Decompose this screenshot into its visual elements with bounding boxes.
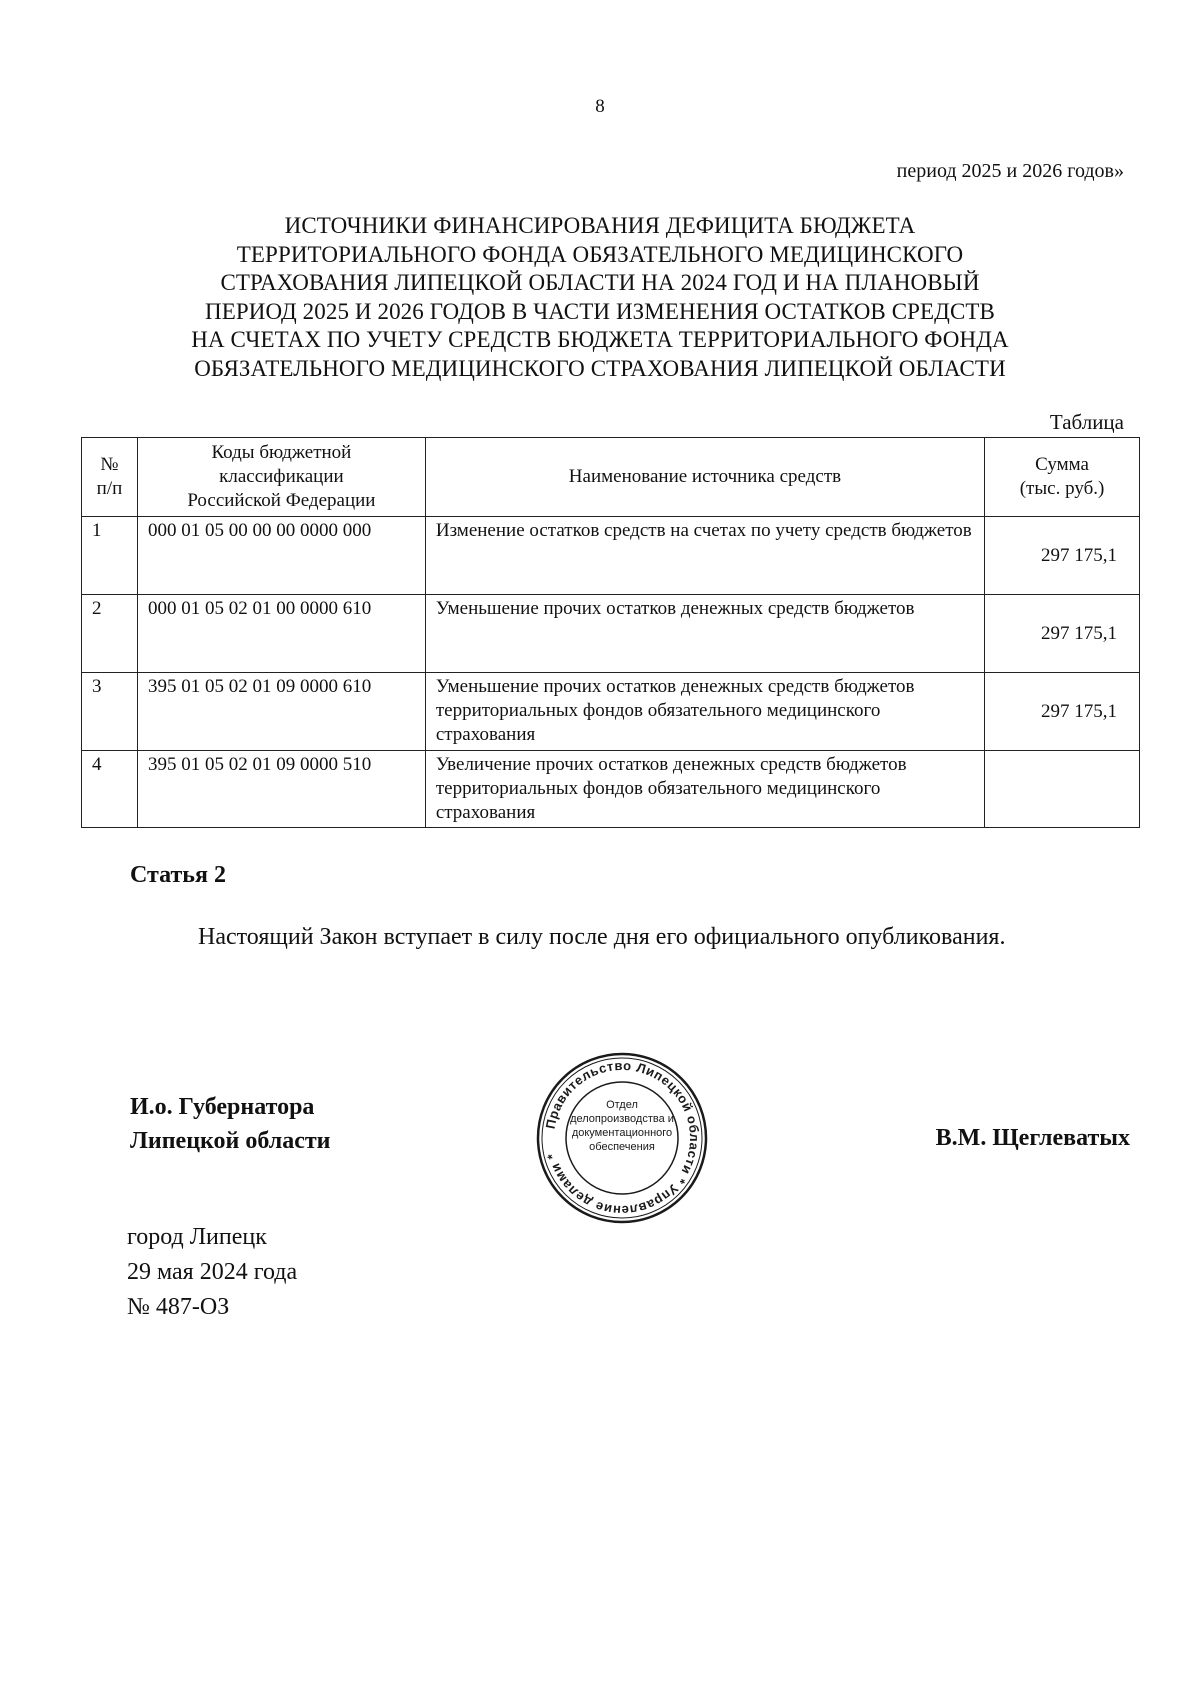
header-sum — [985, 438, 1140, 517]
header-code-line: Российской Федерации — [187, 490, 376, 511]
header-code — [137, 438, 425, 517]
table-row — [82, 517, 1140, 595]
header-num-line: п/п — [96, 478, 123, 499]
header-sum-line: (тыс. руб.) — [1019, 478, 1105, 499]
law-number-line: № 487-ОЗ — [127, 1294, 230, 1320]
row-sum: 297 175,1 — [985, 517, 1140, 595]
signatory-position — [130, 1090, 331, 1158]
article-body: Настоящий Закон вступает в силу после дня его официального опубликования. — [198, 924, 1006, 950]
row-code: 000 01 05 02 01 00 0000 610 — [137, 595, 425, 673]
row-sum — [985, 751, 1140, 828]
signer-name: В.М. Щеглеватых — [935, 1125, 1130, 1151]
seal-center-line: документационного — [571, 1127, 673, 1139]
row-name: Увеличение прочих остатков денежных средств бюджетов территориальных фондов обязательного медицинского страхования — [425, 751, 984, 828]
title-line: ТЕРРИТОРИАЛЬНОГО ФОНДА ОБЯЗАТЕЛЬНОГО МЕДИЦИНСКОГО — [236, 241, 964, 267]
table-row — [82, 595, 1140, 673]
title-line: ОБЯЗАТЕЛЬНОГО МЕДИЦИНСКОГО СТРАХОВАНИЯ ЛИПЕЦКОЙ ОБЛАСТИ — [194, 355, 1006, 381]
document-title — [120, 212, 1080, 383]
table-header-row — [82, 438, 1140, 517]
row-num: 3 — [82, 673, 138, 751]
row-num: 2 — [82, 595, 138, 673]
header-code-line: Коды бюджетной — [211, 442, 352, 463]
seal-center-text — [562, 1098, 682, 1154]
header-code-line: классификации — [219, 466, 344, 487]
signatory-position-line: И.о. Губернатора — [130, 1094, 315, 1120]
title-line: НА СЧЕТАХ ПО УЧЕТУ СРЕДСТВ БЮДЖЕТА ТЕРРИТОРИАЛЬНОГО ФОНДА — [191, 327, 1009, 352]
header-num — [82, 438, 138, 517]
row-num: 1 — [82, 517, 138, 595]
header-name: Наименование источника средств — [425, 438, 984, 517]
seal-center-line: Отдел — [606, 1099, 638, 1111]
table-row — [82, 673, 1140, 751]
seal-outer-text: Правительство Липецкой области * Управление делами * — [542, 1057, 703, 1219]
row-code: 395 01 05 02 01 09 0000 510 — [137, 751, 425, 828]
title-line: ИСТОЧНИКИ ФИНАНСИРОВАНИЯ ДЕФИЦИТА БЮДЖЕТА — [284, 213, 916, 238]
signatory-position-line: Липецкой области — [130, 1128, 331, 1154]
table-row — [82, 751, 1140, 828]
date-line: 29 мая 2024 года — [127, 1259, 298, 1285]
title-line: СТРАХОВАНИЯ ЛИПЕЦКОЙ ОБЛАСТИ НА 2024 ГОД И НА ПЛАНОВЫЙ — [220, 270, 980, 295]
row-name: Уменьшение прочих остатков денежных средств бюджетов территориальных фондов обязательного медицинского страхования — [425, 673, 984, 751]
city-line: город Липецк — [127, 1224, 267, 1250]
article-heading: Статья 2 — [130, 862, 226, 888]
row-sum: 297 175,1 — [985, 673, 1140, 751]
financing-sources-table — [81, 437, 1140, 828]
official-seal — [534, 1050, 710, 1226]
table-label: Таблица — [1049, 410, 1124, 434]
place-date-number — [127, 1220, 297, 1325]
row-code: 000 01 05 00 00 00 0000 000 — [137, 517, 425, 595]
header-sum-line: Сумма — [1035, 454, 1089, 475]
seal-center-line: обеспечения — [589, 1141, 655, 1153]
page-number: 8 — [595, 96, 605, 117]
title-line: ПЕРИОД 2025 И 2026 ГОДОВ В ЧАСТИ ИЗМЕНЕНИЯ ОСТАТКОВ СРЕДСТВ — [205, 298, 995, 324]
continuation-text: период 2025 и 2026 годов» — [896, 160, 1124, 182]
row-num: 4 — [82, 751, 138, 828]
row-code: 395 01 05 02 01 09 0000 610 — [137, 673, 425, 751]
row-sum: 297 175,1 — [985, 595, 1140, 673]
row-name: Изменение остатков средств на счетах по учету средств бюджетов — [425, 517, 984, 595]
row-name: Уменьшение прочих остатков денежных средств бюджетов — [425, 595, 984, 673]
seal-center-line: делопроизводства и — [570, 1113, 674, 1125]
header-num-line: № — [100, 454, 119, 475]
